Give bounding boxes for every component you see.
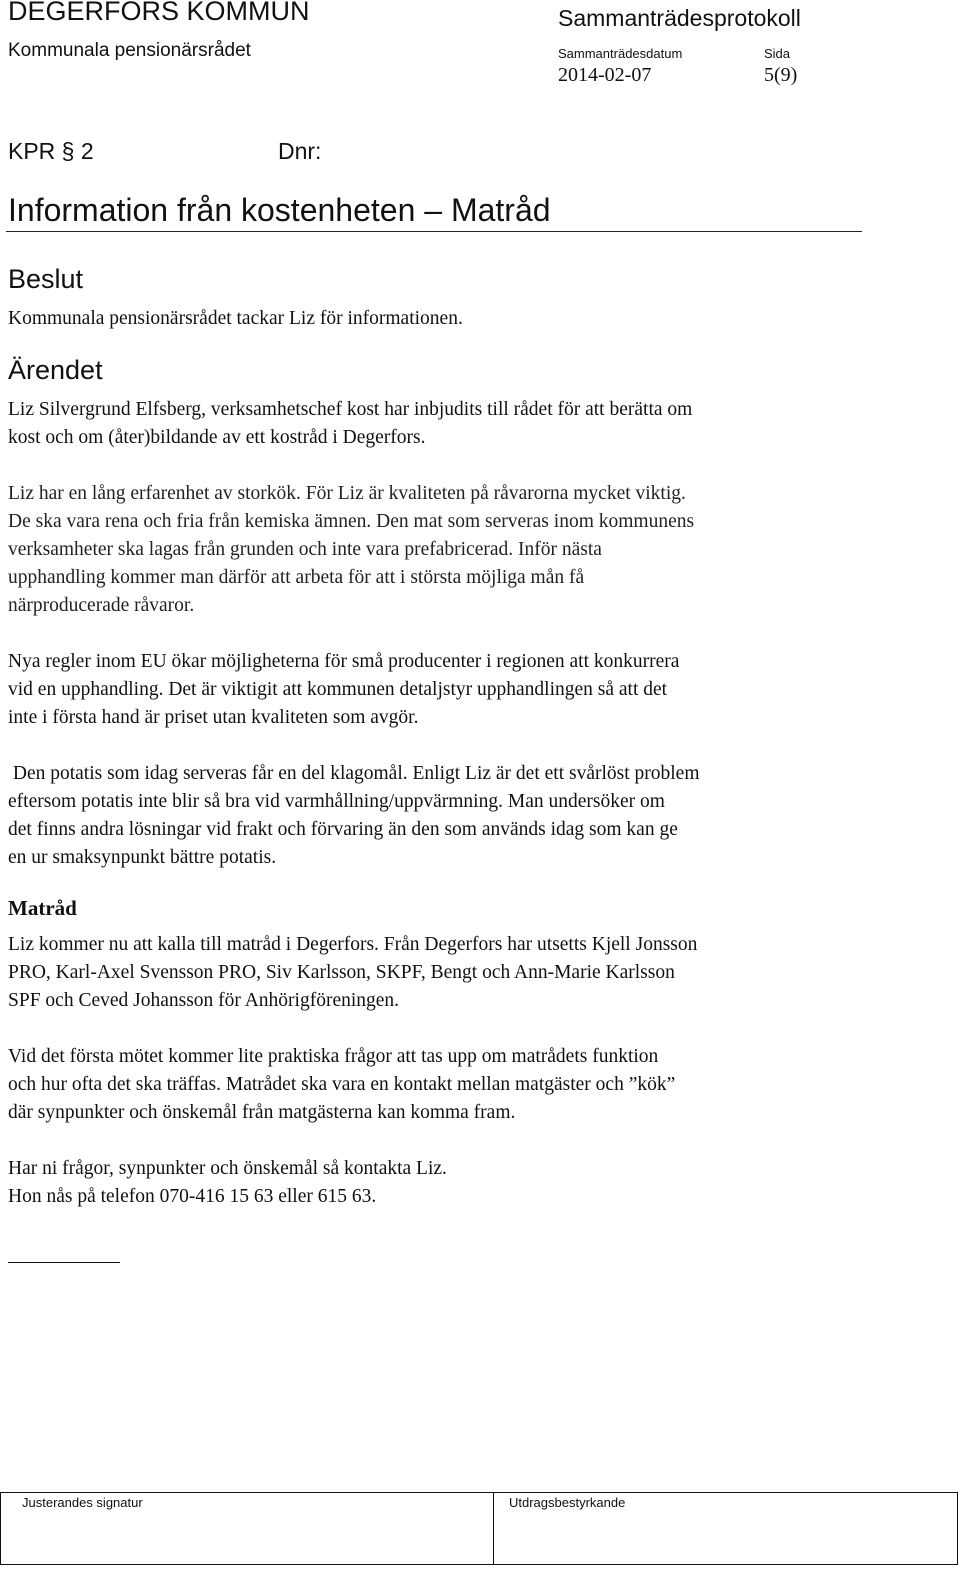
case-reference: KPR § 2 — [8, 138, 94, 164]
text-line: en ur smaksynpunkt bättre potatis. — [8, 847, 277, 868]
text-line: De ska vara rena och fria från kemiska ämnen. Den mat som serveras inom kommunens — [8, 511, 695, 532]
text-line: kost och om (åter)bildande av ett kostråd i Degerfors. — [8, 427, 426, 448]
page-label: Sida — [764, 46, 791, 61]
text-line: Liz Silvergrund Elfsberg, verksamhetschef kost har inbjudits till rådet för att berätta om — [8, 399, 693, 420]
section-end-rule — [8, 1262, 120, 1263]
certification-label: Utdragsbestyrkande — [509, 1495, 626, 1510]
matter-paragraph — [8, 648, 868, 732]
title-divider — [6, 231, 862, 232]
signature-footer — [0, 1492, 958, 1565]
signature-label: Justerandes signatur — [22, 1495, 143, 1510]
text-line: SPF och Ceved Johansson för Anhörigföreningen. — [8, 990, 400, 1011]
text-line: Nya regler inom EU ökar möjligheterna för små producenter i regionen att konkurrera — [8, 651, 680, 672]
text-line: Kommunala pensionärsrådet tackar Liz för informationen. — [8, 308, 463, 329]
matter-paragraph — [8, 396, 868, 452]
committee-name: Kommunala pensionärsrådet — [8, 40, 251, 61]
document-type: Sammanträdesprotokoll — [558, 5, 801, 31]
dnr-label: Dnr: — [278, 138, 322, 164]
text-line: Har ni frågor, synpunkter och önskemål så kontakta Liz. — [8, 1158, 447, 1179]
decision-heading: Beslut — [8, 264, 84, 294]
matrad-paragraph — [8, 1155, 868, 1211]
matter-paragraph — [8, 760, 868, 872]
text-line: där synpunkter och önskemål från matgästerna kan komma fram. — [8, 1102, 516, 1123]
meeting-date-value: 2014-02-07 — [558, 64, 652, 86]
meeting-date-label: Sammanträdesdatum — [558, 46, 683, 61]
matrad-paragraph — [8, 931, 868, 1015]
text-line: och hur ofta det ska träffas. Matrådet ska vara en kontakt mellan matgäster och ”kök” — [8, 1074, 676, 1095]
text-line: PRO, Karl-Axel Svensson PRO, Siv Karlsson, SKPF, Bengt och Ann-Marie Karlsson — [8, 962, 675, 983]
matter-paragraph — [8, 480, 868, 620]
text-line: upphandling kommer man därför att arbeta för att i största möjliga mån få — [8, 567, 585, 588]
text-line: eftersom potatis inte blir så bra vid varmhållning/uppvärmning. Man undersöker om — [8, 791, 665, 812]
page-number: 5(9) — [764, 64, 798, 86]
matrad-heading: Matråd — [8, 896, 77, 920]
footer-divider — [493, 1492, 494, 1565]
text-line: det finns andra lösningar vid frakt och förvaring än den som används idag som kan ge — [8, 819, 678, 840]
matrad-paragraph — [8, 1043, 868, 1127]
text-line: närproducerade råvaror. — [8, 595, 195, 616]
text-line: verksamheter ska lagas från grunden och inte vara prefabricerad. Inför nästa — [8, 539, 602, 560]
text-line: inte i första hand är priset utan kvaliteten som avgör. — [8, 707, 419, 728]
text-line: Liz har en lång erfarenhet av storkök. För Liz är kvaliteten på råvarorna mycket viktig. — [8, 483, 686, 504]
text-line: Hon nås på telefon 070-416 15 63 eller 615 63. — [8, 1186, 377, 1207]
matter-heading: Ärendet — [8, 355, 103, 385]
text-line: Vid det första mötet kommer lite praktiska frågor att tas upp om matrådets funktion — [8, 1046, 659, 1067]
text-line: Liz kommer nu att kalla till matråd i Degerfors. Från Degerfors har utsetts Kjell Jonsson — [8, 934, 698, 955]
text-line: Den potatis som idag serveras får en del klagomål. Enligt Liz är det ett svårlöst problem — [8, 763, 700, 784]
decision-text — [8, 305, 868, 333]
text-line: vid en upphandling. Det är viktigit att kommunen detaljstyr upphandlingen så att det — [8, 679, 668, 700]
organization-name: DEGERFORS KOMMUN — [8, 0, 310, 26]
case-title: Information från kostenheten – Matråd — [8, 192, 551, 228]
